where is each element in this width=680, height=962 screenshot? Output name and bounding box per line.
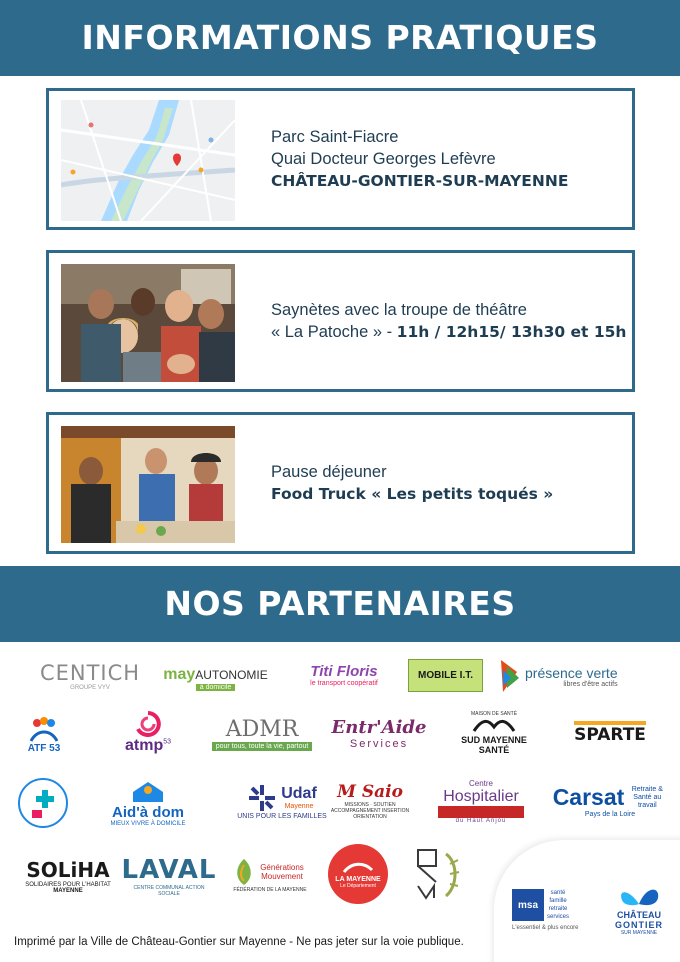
- footer-notice: Imprimé par la Ville de Château-Gontier sur Mayenne - Ne pas jeter sur la voie publique.: [14, 936, 464, 948]
- rm-monogram-icon: [412, 846, 464, 902]
- group-photo: [61, 264, 235, 382]
- lamayenne-logo: LA MAYENNE Le Département: [328, 844, 388, 904]
- lunch-card: [46, 412, 635, 554]
- aidadom-house-icon: [131, 780, 165, 804]
- presenceverte-icon: [497, 658, 521, 694]
- theatre-times: 11h / 12h15/ 13h30 et 15h: [396, 323, 627, 341]
- theatre-card: [46, 250, 635, 392]
- atf53-logo: ATF 53: [18, 712, 70, 758]
- atmp-icon: [135, 711, 161, 737]
- rm-monogram-logo: [412, 846, 464, 902]
- location-line-1: Parc Saint-Fiacre: [271, 128, 399, 146]
- soliha-logo: SOLiHA SOLIDAIRES POUR L'HABITAT MAYENNE: [25, 858, 111, 894]
- admr-logo: ADMR pour tous, toute la vie, partout: [210, 710, 314, 758]
- entraide-logo: Entr'Aide Services: [331, 716, 427, 750]
- atmp53-logo: atmp$^{53}$: [113, 708, 183, 758]
- lunch-foodtruck: Food Truck « Les petits toqués »: [271, 485, 554, 503]
- location-line-2: Quai Docteur Georges Lefèvre: [271, 150, 496, 168]
- sudmayennesante-logo: MAISON DE SANTÉ SUD MAYENNE SANTÉ: [461, 711, 527, 755]
- location-text: [271, 91, 568, 227]
- presenceverte-logo: présence verte libres d'être actifs: [497, 657, 627, 695]
- lunch-line-1: Pause déjeuner: [271, 463, 387, 481]
- titifloris-logo: Titi Floris le transport coopératif: [310, 663, 378, 687]
- aidadom-logo: Aid'à dom MIEUX VIVRE À DOMICILE: [110, 776, 186, 830]
- generations-leaf-icon: [233, 857, 255, 887]
- mobileit-logo: MOBILE I.T.: [408, 659, 483, 692]
- chateaugontier-logo: CHÂTEAU GONTIER SUR MAYENNE: [606, 874, 672, 946]
- udaf-logo: Udaf Mayenne UNIS POUR LES FAMILLES: [226, 776, 338, 826]
- theatre-line-2: [271, 321, 626, 343]
- page-title: INFORMATIONS PRATIQUES: [0, 0, 680, 76]
- foodtruck-photo: [61, 426, 235, 543]
- laval-ccas-logo: LAVAL CENTRE COMMUNAL ACTION SOCIALE: [121, 855, 217, 897]
- carsat-logo: Carsat Retraite & Santé au travail Pays de la Loire: [552, 784, 663, 818]
- generationsmouvement-logo: Générations Mouvement FÉDÉRATION DE LA MAYENNE: [230, 848, 310, 902]
- atf-people-icon: [29, 717, 59, 743]
- lunch-text: [271, 415, 553, 551]
- udaf-icon: [247, 783, 277, 813]
- sudmayenne-icon: [472, 717, 516, 735]
- map-image: [61, 100, 235, 221]
- mayautonomie-logo: mayAUTONOMIE à domicile: [163, 665, 268, 691]
- maisonsante-logo: [16, 776, 70, 830]
- theatre-line-1: Saynètes avec la troupe de théâtre: [271, 301, 527, 319]
- msaio-logo: M Saio MISSIONS · SOUTIEN ACCOMPAGNEMENT INSERTION ORIENTATION: [330, 782, 410, 820]
- location-city: CHÂTEAU-GONTIER-SUR-MAYENNE: [271, 172, 569, 190]
- sparte-logo: SPARTE: [572, 712, 648, 754]
- msa-logo: msa santé famille retraite services L'essentiel & plus encore: [512, 890, 579, 931]
- partners-title: NOS PARTENAIRES: [0, 566, 680, 642]
- location-card: [46, 88, 635, 230]
- lamayenne-wave-icon: [342, 860, 374, 876]
- maisonsante-icon: [16, 776, 70, 830]
- centich-logo: CENTICH GROUPE VYV: [39, 661, 141, 691]
- butterfly-icon: [616, 884, 662, 910]
- theatre-troupe: « La Patoche » -: [271, 323, 397, 341]
- centrehospitalier-logo: Centre Hospitalier du Haut Anjou: [436, 774, 526, 828]
- theatre-text: [271, 253, 626, 389]
